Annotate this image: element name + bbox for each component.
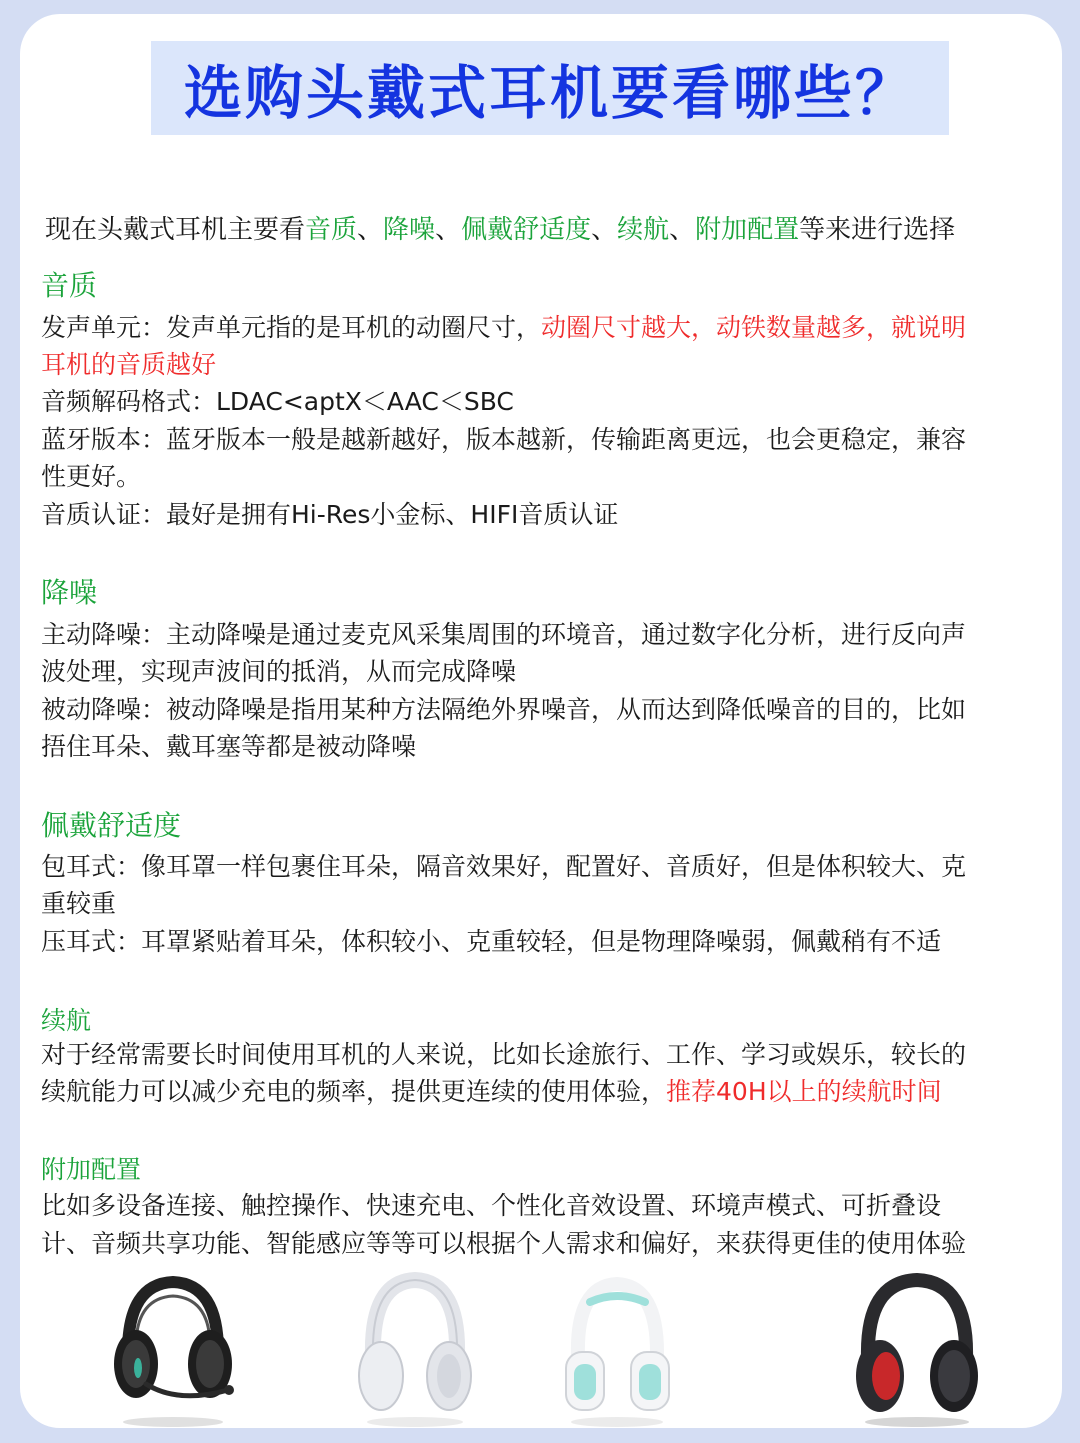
- extras-line-2: 计、音频共享功能、智能感应等等可以根据个人需求和偏好，来获得更佳的使用体验: [41, 1229, 967, 1258]
- sound-codec-line: 音频解码格式：LDAC<aptX＜AAC＜SBC: [41, 387, 514, 416]
- anc-active-line-2: 波处理，实现声波间的抵消，从而完成降噪: [41, 657, 517, 686]
- sound-driver-highlight: 动圈尺寸越大，动铁数量越多，就说明: [541, 313, 967, 342]
- extras-line-1: 比如多设备连接、触控操作、快速充电、个性化音效设置、环境声模式、可折叠设: [41, 1191, 942, 1220]
- sound-bt-line-2: 性更好。: [41, 462, 142, 491]
- headphone-gallery: [20, 1272, 1062, 1428]
- intro-sep: 、: [669, 215, 696, 245]
- black-gaming-headset-with-mic-icon: [108, 1272, 238, 1428]
- sound-cert-line: 音质认证：最好是拥有Hi-Res小金标、HIFI音质认证: [41, 500, 619, 529]
- sound-driver-text: 发声单元：发声单元指的是耳机的动圈尺寸，: [41, 313, 542, 342]
- white-mint-headphones-icon: [560, 1272, 675, 1428]
- sound-bt-line-1: 蓝牙版本：蓝牙版本一般是越新越好，版本越新，传输距离更远，也会更稳定，兼容: [41, 425, 967, 454]
- battery-recommendation: 推荐40H以上的续航时间: [666, 1077, 942, 1106]
- battery-text: 续航能力可以减少充电的频率，提供更连续的使用体验，: [41, 1077, 667, 1106]
- anc-passive-line-2: 捂住耳朵、戴耳塞等都是被动降噪: [41, 732, 417, 761]
- sound-driver-line-2: 耳机的音质越好: [41, 350, 217, 379]
- intro-item-sound: 音质: [305, 215, 358, 245]
- section-heading-battery: 续航: [41, 1006, 92, 1035]
- anc-active-line-1: 主动降噪：主动降噪是通过麦克风采集周围的环境音，通过数字化分析，进行反向声: [41, 620, 967, 649]
- content-card: [20, 14, 1062, 1428]
- intro-sep: 、: [435, 215, 462, 245]
- intro-item-extras: 附加配置: [695, 215, 800, 245]
- page-title: 选购头戴式耳机要看哪些？: [183, 59, 916, 127]
- section-heading-anc: 降噪: [41, 576, 98, 609]
- intro-prefix: 现在头戴式耳机主要看: [45, 215, 306, 245]
- black-red-headphones-icon: [852, 1272, 982, 1428]
- battery-line-1: 对于经常需要长时间使用耳机的人来说，比如长途旅行、工作、学习或娱乐，较长的: [41, 1040, 967, 1069]
- intro-sep: 、: [357, 215, 384, 245]
- title-banner: [151, 41, 949, 135]
- section-heading-extras: 附加配置: [41, 1155, 142, 1184]
- sound-driver-line-1: [41, 309, 966, 346]
- intro-item-comfort: 佩戴舒适度: [461, 215, 592, 245]
- section-heading-sound: 音质: [41, 269, 98, 302]
- section-heading-comfort: 佩戴舒适度: [41, 809, 182, 842]
- anc-passive-line-1: 被动降噪：被动降噪是指用某种方法隔绝外界噪音，从而达到降低噪音的目的，比如: [41, 695, 967, 724]
- white-headphones-icon: [355, 1272, 475, 1428]
- battery-line-2: [41, 1073, 942, 1110]
- intro-sep: 、: [591, 215, 618, 245]
- intro-line: [45, 212, 955, 249]
- intro-item-battery: 续航: [617, 215, 670, 245]
- comfort-over-ear-line-2: 重较重: [41, 889, 117, 918]
- intro-item-anc: 降噪: [383, 215, 436, 245]
- comfort-over-ear-line-1: 包耳式：像耳罩一样包裹住耳朵，隔音效果好，配置好、音质好，但是体积较大、克: [41, 852, 967, 881]
- comfort-on-ear-line: 压耳式：耳罩紧贴着耳朵，体积较小、克重较轻，但是物理降噪弱，佩戴稍有不适: [41, 927, 942, 956]
- intro-suffix: 等来进行选择: [799, 215, 956, 245]
